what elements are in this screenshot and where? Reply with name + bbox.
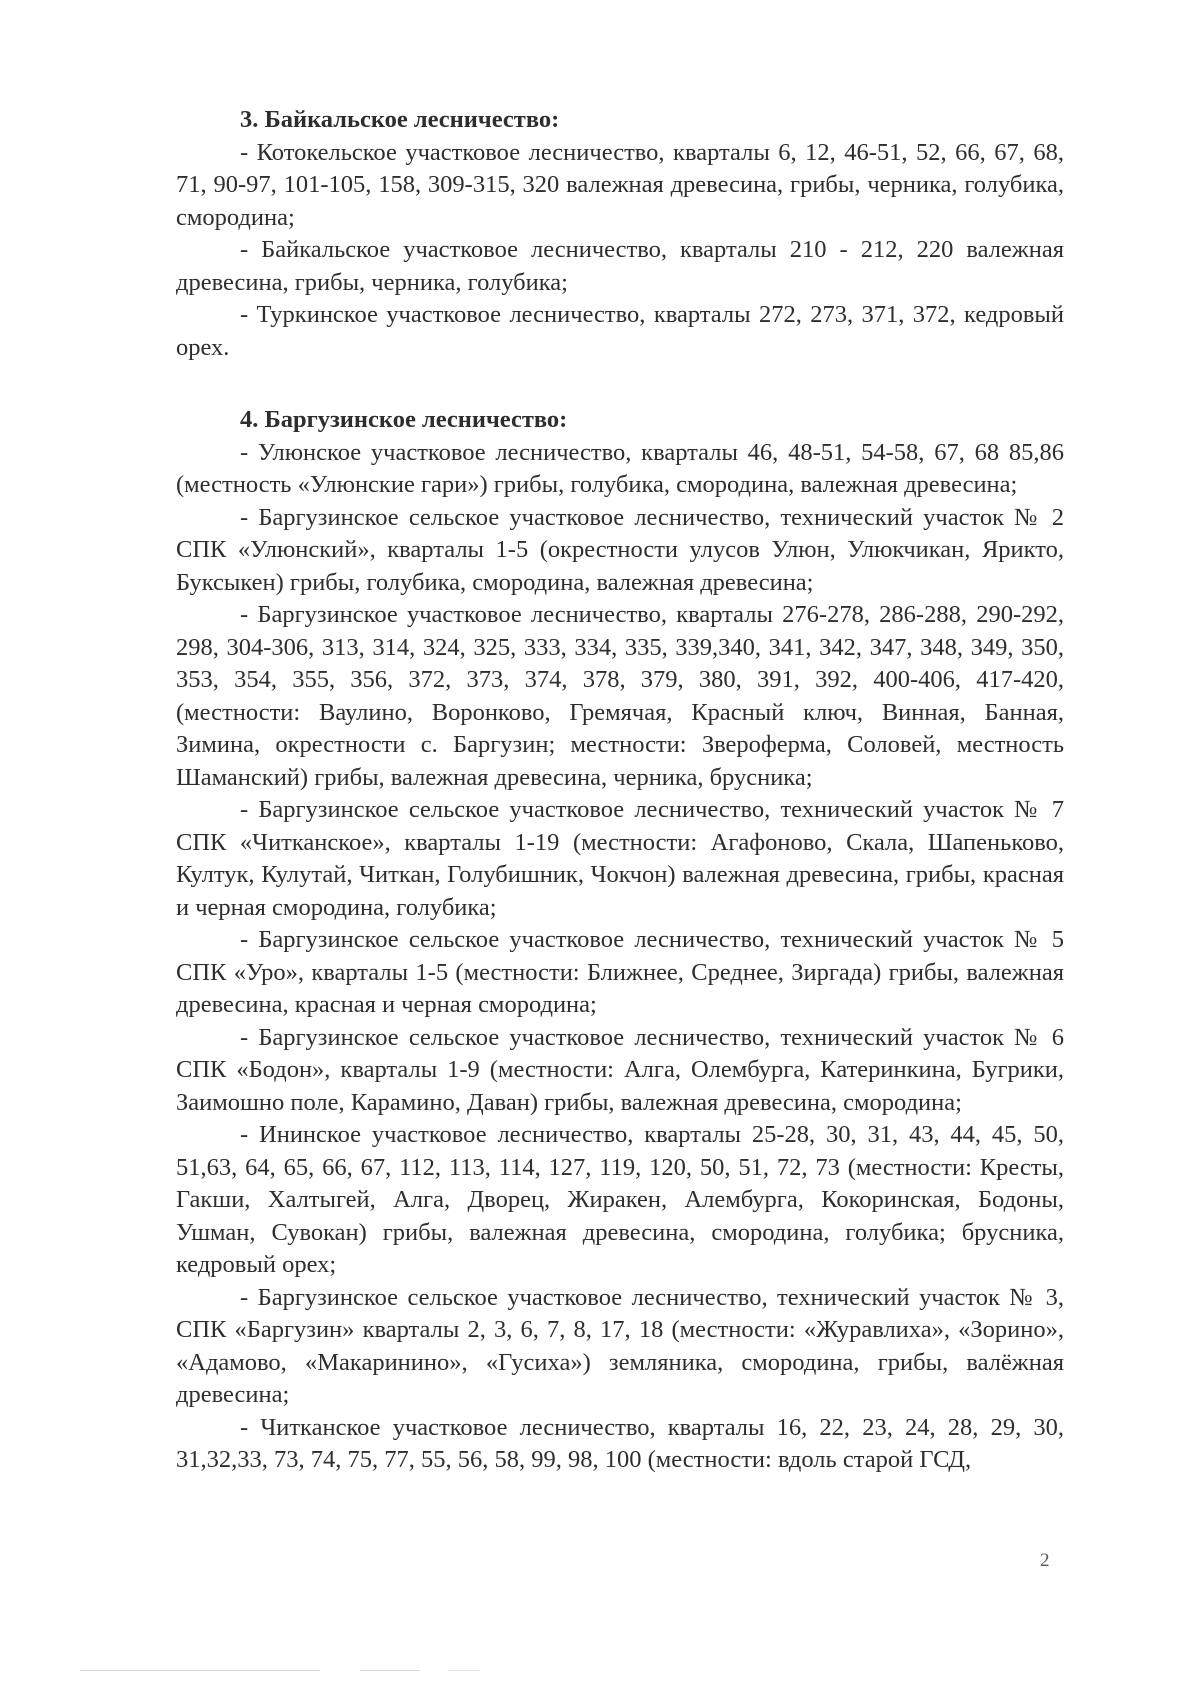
paragraph-barguzin: - Баргузинское участковое лесничество, кварталы 276-278, 286-288, 290-292, 298, 304-306, 313, 314, 324, 325, 333, 334, 335, 339,340, 341, 342, 347, 348, 349, 350, 353, 354, 355, 356, 372, 373, 374, 378, 379, 380, 391, 392, 400-406, 417-420, (местности: Ваулино, Воронково, Гремячая, Красный ключ, Винная, Банная, Зимина, окрестности с. Баргузин; местности: Звероферма, Соловей, местность Шаманский) грибы, валежная древесина, черника, брусника; <box>176 601 1064 791</box>
paragraph-spk-bodon: - Баргузинское сельское участковое лесничество, технический участок № 6 СПК «Бодон», кварталы 1-9 (местности: Алга, Олембурга, Катеринкина, Бугрики, Заимошно поле, Карамино, Даван) грибы, валежная древесина, смородина; <box>176 1023 1064 1116</box>
paragraph-spk-barguzin: - Баргузинское сельское участковое лесничество, технический участок № 3, СПК «Баргузин» кварталы 2, 3, 6, 7, 8, 17, 18 (местности: «Журавлиха», «Зорино», «Адамово, «Макаринино», «Гусиха») земляника, смородина, грибы, валёжная древесина; <box>176 1283 1064 1408</box>
paragraph-spk-ulyunsky: - Баргузинское сельское участковое лесничество, технический участок № 2 СПК «Улюнский», кварталы 1-5 (окрестности улусов Улюн, Улюкчикан, Ярикто, Буксыкен) грибы, голубика, смородина, валежная древесина; <box>176 503 1064 596</box>
paragraph-turka: - Туркинское участковое лесничество, кварталы 272, 273, 371, 372, кедровый орех. <box>176 301 1064 361</box>
paragraph-ininskoe: - Ининское участковое лесничество, кварталы 25-28, 30, 31, 43, 44, 45, 50, 51,63, 64, 65, 66, 67, 112, 113, 114, 127, 119, 120, 50, 51, 72, 73 (местности: Кресты, Гакши, Халтыгей, Алга, Дворец, Жиракен, Алембурга, Кокоринская, Бодоны, Ушман, Сувокан) грибы, валежная древесина, смородина, голубика; брусника, кедровый орех; <box>176 1121 1064 1278</box>
document-body <box>176 104 1064 1477</box>
paragraph-chitkanskoe: - Читканское участковое лесничество, кварталы 16, 22, 23, 24, 28, 29, 30, 31,32,33, 73, 74, 75, 77, 55, 56, 58, 99, 98, 100 (местности: вдоль старой ГСД, <box>176 1413 1064 1473</box>
section-gap <box>176 364 1064 404</box>
scan-artifact-line <box>80 1670 480 1671</box>
paragraph-spk-chitkanskoe: - Баргузинское сельское участковое лесничество, технический участок № 7 СПК «Читканское», кварталы 1-19 (местности: Агафоново, Скала, Шапеньково, Култук, Кулутай, Читкан, Голубишник, Чокчон) валежная древесина, грибы, красная и черная смородина, голубика; <box>176 796 1064 921</box>
paragraph-baikal: - Байкальское участковое лесничество, кварталы 210 - 212, 220 валежная древесина, грибы, черника, голубика; <box>176 236 1064 296</box>
section-title-baikal: 3. Байкальское лесничество: <box>240 106 560 133</box>
paragraph-ulyun: - Улюнское участковое лесничество, кварталы 46, 48-51, 54-58, 67, 68 85,86 (местность «Улюнские гари») грибы, голубика, смородина, валежная древесина; <box>176 438 1064 498</box>
page-number: 2 <box>1040 1550 1050 1571</box>
paragraph-spk-uro: - Баргузинское сельское участковое лесничество, технический участок № 5 СПК «Уро», кварталы 1-5 (местности: Ближнее, Среднее, Зиргада) грибы, валежная древесина, красная и черная смородина; <box>176 926 1064 1018</box>
section-title-barguzin: 4. Баргузинское лесничество: <box>240 406 568 433</box>
paragraph-kotokel: - Котокельское участковое лесничество, кварталы 6, 12, 46-51, 52, 66, 67, 68, 71, 90-97, 101-105, 158, 309-315, 320 валежная древесина, грибы, черника, голубика, смородина; <box>176 138 1064 231</box>
